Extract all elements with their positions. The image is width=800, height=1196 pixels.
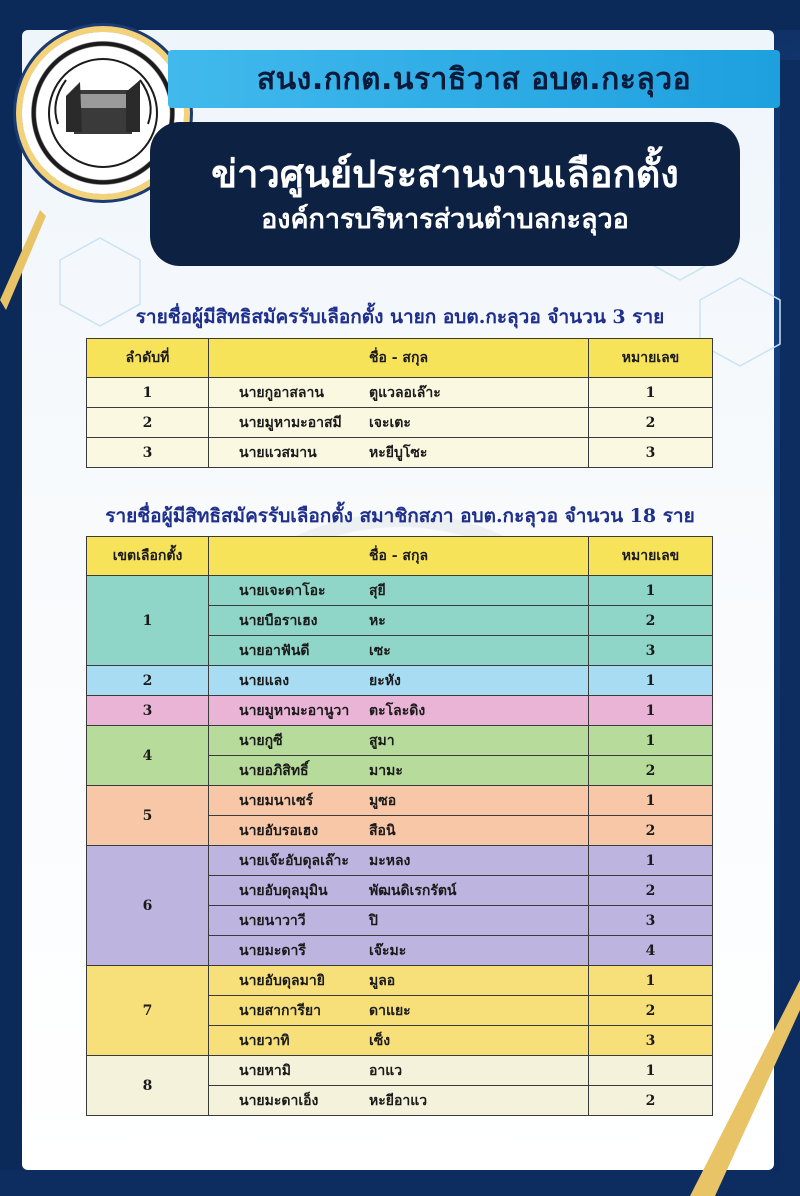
last-name: เจ๊ะมะ: [369, 942, 407, 959]
table-row: [87, 408, 713, 438]
number-cell: 2: [589, 816, 713, 846]
header-banner: [168, 50, 780, 108]
column-header-order: ลำดับที่: [87, 339, 209, 378]
name-cell: [209, 378, 589, 408]
mayor-candidates-table: [86, 338, 713, 468]
number-cell: 2: [589, 1086, 713, 1116]
number-cell: 2: [589, 756, 713, 786]
title-box: [150, 122, 740, 266]
column-header-number: หมายเลข: [589, 339, 713, 378]
name-cell: [209, 786, 589, 816]
table-row: [87, 576, 713, 606]
zone-cell: 1: [87, 576, 209, 666]
number-cell: 2: [589, 408, 713, 438]
first-name: นายมะดาเอ็ง: [239, 1092, 319, 1109]
zone-cell: 3: [87, 696, 209, 726]
column-header-zone: เขตเลือกตั้ง: [87, 537, 209, 576]
order-cell: 1: [87, 378, 209, 408]
number-cell: 1: [589, 786, 713, 816]
name-cell: [209, 906, 589, 936]
number-cell: 1: [589, 726, 713, 756]
table-row: [87, 846, 713, 876]
last-name: ยะหัง: [369, 672, 401, 689]
last-name: เซะ: [369, 642, 391, 659]
last-name: เซ็ง: [369, 1032, 391, 1049]
first-name: นายหามิ: [239, 1062, 291, 1079]
table-row: [87, 696, 713, 726]
first-name: นายเจ๊ะอับดุลเล๊าะ: [239, 852, 349, 869]
column-header-name: ชื่อ - สกุล: [209, 537, 589, 576]
name-cell: [209, 816, 589, 846]
table-row: [87, 378, 713, 408]
name-cell: [209, 408, 589, 438]
last-name: สุยี: [369, 582, 386, 599]
last-name: อาแว: [369, 1062, 403, 1079]
first-name: นายกูอาสลาน: [239, 384, 324, 401]
number-cell: 2: [589, 606, 713, 636]
first-name: นายวาทิ: [239, 1032, 290, 1049]
first-name: นายมนาเซร์: [239, 792, 314, 809]
last-name: เจะเตะ: [369, 414, 411, 431]
number-cell: 3: [589, 636, 713, 666]
first-name: นายสาการียา: [239, 1002, 321, 1019]
council-section-heading: รายชื่อผู้มีสิทธิสมัครรับเลือกตั้ง สมาชิกสภา อบต.กะลุวอ จำนวน 18 ราย: [105, 505, 695, 527]
name-cell: [209, 1086, 589, 1116]
last-name: มะหลง: [369, 852, 411, 869]
number-cell: 1: [589, 696, 713, 726]
page-title: ข่าวศูนย์ประสานงานเลือกตั้ง: [211, 152, 679, 196]
table-row: [87, 966, 713, 996]
number-cell: 1: [589, 666, 713, 696]
number-cell: 1: [589, 576, 713, 606]
number-cell: 1: [589, 378, 713, 408]
number-cell: 4: [589, 936, 713, 966]
last-name: สูมา: [369, 732, 395, 749]
table-row: [87, 1056, 713, 1086]
first-name: นายมะดารี: [239, 942, 306, 959]
first-name: นายอับดุลมุมิน: [239, 882, 328, 899]
page-subtitle: องค์การบริหารส่วนตำบลกะลุวอ: [261, 204, 629, 235]
first-name: นายมูหามะอาสมี: [239, 414, 342, 431]
name-cell: [209, 966, 589, 996]
name-cell: [209, 696, 589, 726]
last-name: มูลอ: [369, 972, 396, 989]
number-cell: 3: [589, 1026, 713, 1056]
number-cell: 1: [589, 1056, 713, 1086]
mayor-section-heading: รายชื่อผู้มีสิทธิสมัครรับเลือกตั้ง นายก อบต.กะลุวอ จำนวน 3 ราย: [135, 306, 665, 328]
order-cell: 3: [87, 438, 209, 468]
column-header-name: ชื่อ - สกุล: [209, 339, 589, 378]
last-name: ปิ: [369, 912, 378, 929]
name-cell: [209, 756, 589, 786]
number-cell: 2: [589, 996, 713, 1026]
name-cell: [209, 636, 589, 666]
zone-cell: 6: [87, 846, 209, 966]
last-name: มูซอ: [369, 792, 397, 809]
zone-cell: 7: [87, 966, 209, 1056]
first-name: นายมูหามะอานูวา: [239, 702, 350, 719]
last-name: หะยีอาแว: [369, 1092, 428, 1109]
last-name: หะ: [369, 612, 386, 629]
name-cell: [209, 666, 589, 696]
name-cell: [209, 438, 589, 468]
name-cell: [209, 876, 589, 906]
number-cell: 3: [589, 906, 713, 936]
last-name: หะยีบูโซะ: [369, 444, 428, 461]
banner-text: สนง.กกต.นราธิวาส อบต.กะลุวอ: [256, 61, 692, 97]
name-cell: [209, 606, 589, 636]
name-cell: [209, 846, 589, 876]
last-name: ตูแวลอเล๊าะ: [369, 384, 441, 401]
first-name: นายอภิสิทธิ์: [239, 762, 309, 779]
first-name: นายบือราเฮง: [239, 612, 318, 629]
name-cell: [209, 936, 589, 966]
number-cell: 2: [589, 876, 713, 906]
table-row: [87, 786, 713, 816]
name-cell: [209, 996, 589, 1026]
council-candidates-table: [86, 536, 713, 1116]
last-name: พัฒนดิเรกรัตน์: [369, 882, 457, 899]
first-name: นายอับรอเฮง: [239, 822, 319, 839]
first-name: นายอาฟันดี: [239, 642, 310, 659]
order-cell: 2: [87, 408, 209, 438]
number-cell: 3: [589, 438, 713, 468]
table-row: [87, 726, 713, 756]
first-name: นายแลง: [239, 672, 290, 689]
last-name: มามะ: [369, 762, 403, 779]
name-cell: [209, 576, 589, 606]
name-cell: [209, 1026, 589, 1056]
zone-cell: 8: [87, 1056, 209, 1116]
name-cell: [209, 1056, 589, 1086]
zone-cell: 2: [87, 666, 209, 696]
name-cell: [209, 726, 589, 756]
zone-cell: 5: [87, 786, 209, 846]
last-name: สือนิ: [369, 822, 396, 839]
last-name: ดาแยะ: [369, 1002, 411, 1019]
first-name: นายแวสมาน: [239, 444, 317, 461]
last-name: ตะโละดิง: [369, 702, 426, 719]
first-name: นายเจะดาโอะ: [239, 582, 326, 599]
zone-cell: 4: [87, 726, 209, 786]
first-name: นายอับดุลมายิ: [239, 972, 325, 989]
first-name: นายกูซี: [239, 732, 283, 749]
table-row: [87, 666, 713, 696]
table-row: [87, 438, 713, 468]
first-name: นายนาวาวี: [239, 912, 306, 929]
column-header-number: หมายเลข: [589, 537, 713, 576]
number-cell: 1: [589, 846, 713, 876]
number-cell: 1: [589, 966, 713, 996]
